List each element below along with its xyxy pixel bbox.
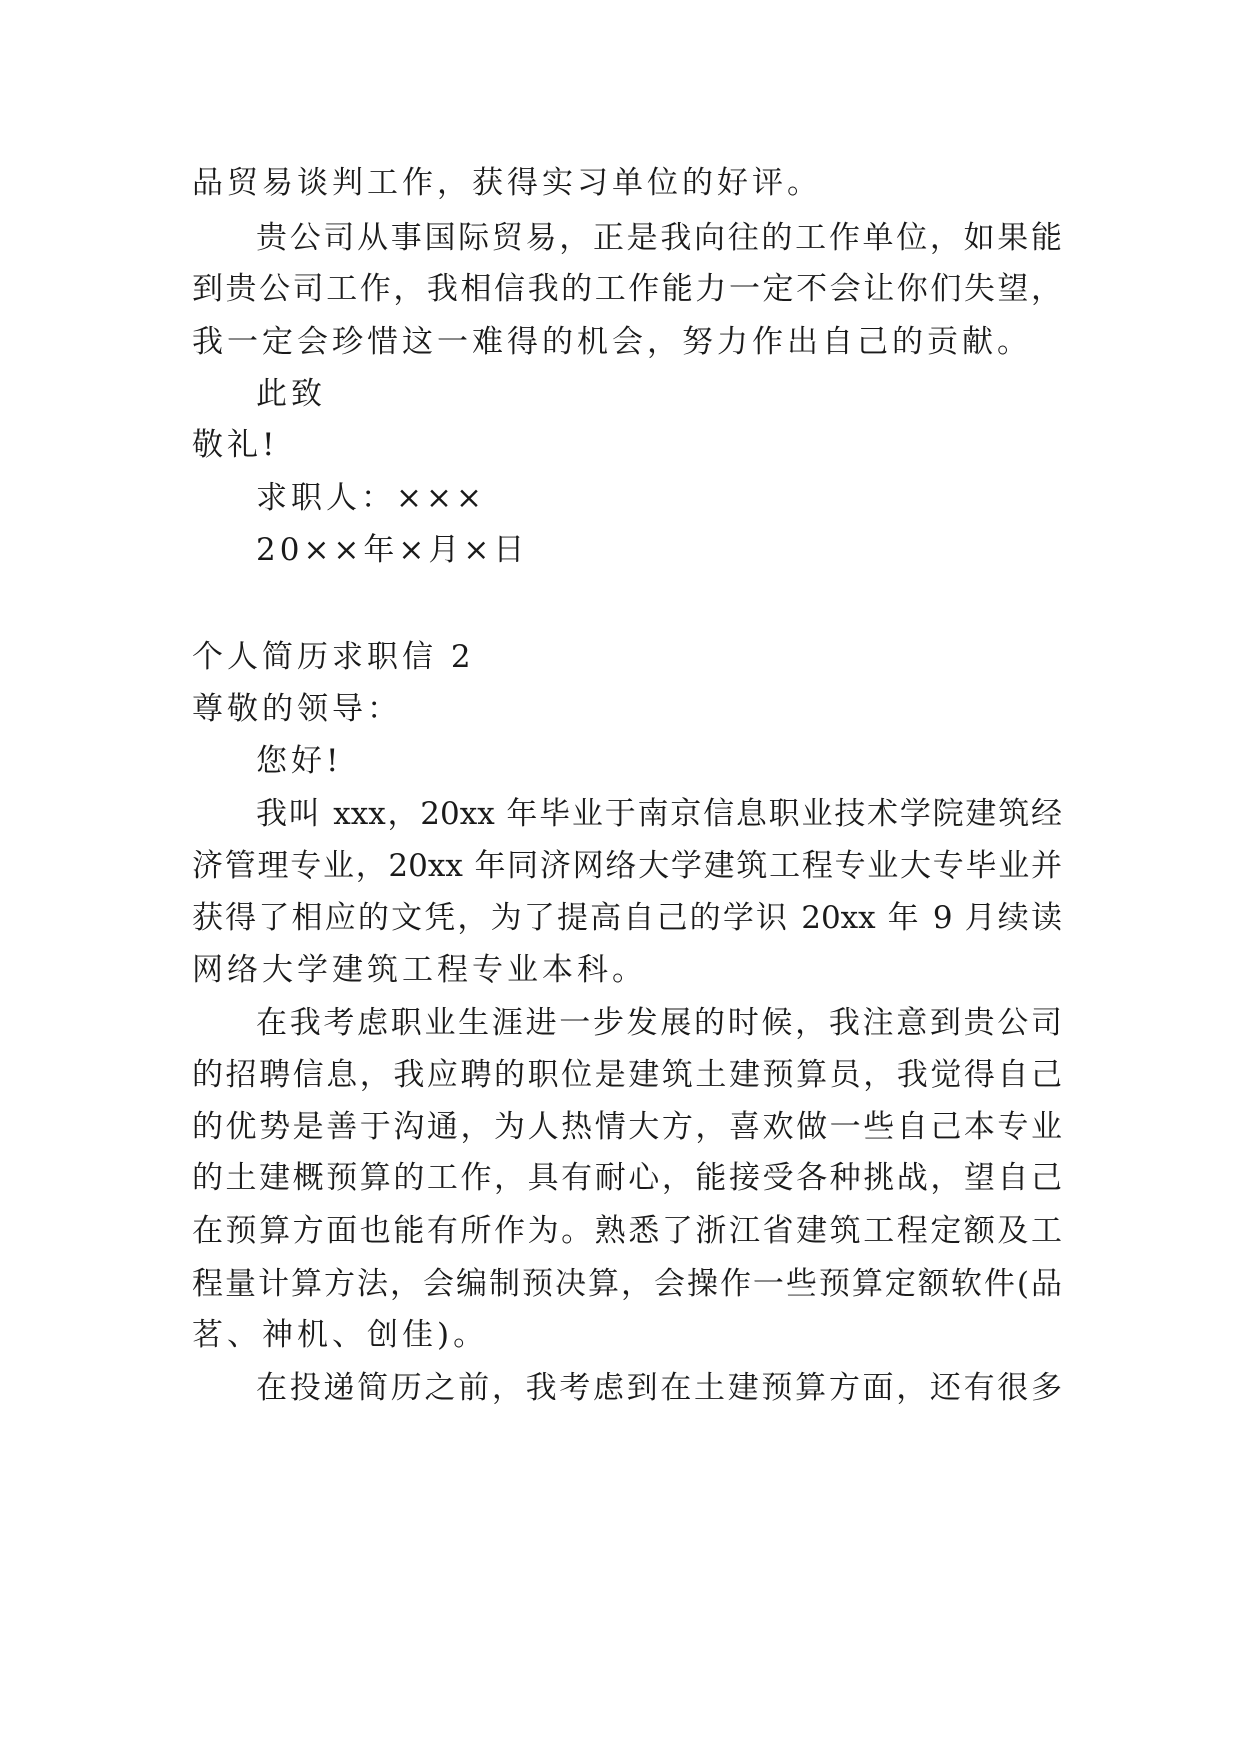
paragraph-line: 网络大学建筑工程专业本科。: [192, 952, 647, 988]
paragraph-line: 贵公司从事国际贸易，正是我向往的工作单位，如果能: [256, 220, 1062, 256]
paragraph-line: 的优势是善于沟通，为人热情大方，喜欢做一些自己本专业: [192, 1109, 1062, 1145]
applicant-signature: 求职人：×××: [256, 480, 486, 516]
paragraph-line: 的招聘信息，我应聘的职位是建筑土建预算员，我觉得自己: [192, 1057, 1062, 1093]
paragraph-line: 的土建概预算的工作，具有耐心，能接受各种挑战，望自己: [192, 1160, 1062, 1196]
paragraph-line: 我一定会珍惜这一难得的机会，努力作出自己的贡献。: [192, 324, 1032, 360]
paragraph-line: 茗、神机、创佳)。: [192, 1317, 489, 1353]
paragraph-line: 在投递简历之前，我考虑到在土建预算方面，还有很多: [256, 1370, 1062, 1406]
closing-line: 敬礼!: [192, 427, 279, 463]
paragraph-line: 程量计算方法，会编制预决算，会操作一些预算定额软件(品: [192, 1266, 1062, 1302]
paragraph-line: 获得了相应的文凭，为了提高自己的学识 20xx 年 9 月续读: [192, 900, 1062, 936]
letter-date: 20××年×月×日: [256, 532, 529, 568]
section-title: 个人简历求职信 2: [192, 639, 475, 675]
greeting: 您好!: [256, 743, 343, 779]
paragraph-line: 在预算方面也能有所作为。熟悉了浙江省建筑工程定额及工: [192, 1213, 1062, 1249]
paragraph-line: 济管理专业，20xx 年同济网络大学建筑工程专业大专毕业并: [192, 848, 1062, 884]
salutation: 尊敬的领导：: [192, 691, 402, 727]
paragraph-line: 品贸易谈判工作，获得实习单位的好评。: [192, 165, 822, 201]
paragraph-line: 在我考虑职业生涯进一步发展的时候，我注意到贵公司: [256, 1005, 1062, 1041]
paragraph-line: 到贵公司工作，我相信我的工作能力一定不会让你们失望，: [192, 271, 1062, 307]
closing-line: 此致: [256, 376, 326, 412]
paragraph-line: 我叫 xxx，20xx 年毕业于南京信息职业技术学院建筑经: [256, 796, 1062, 832]
